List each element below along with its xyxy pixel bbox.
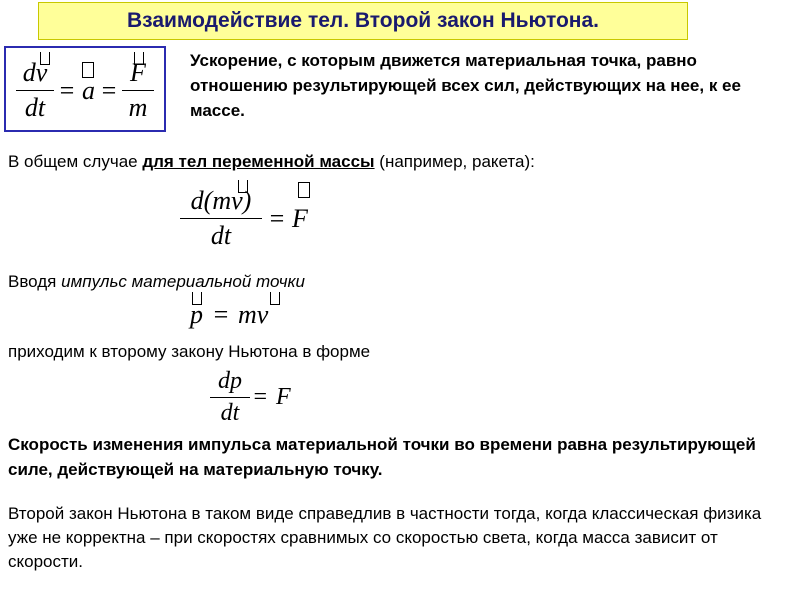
equals-sign: = xyxy=(252,384,269,410)
mass-velocity: mv xyxy=(238,300,269,329)
momentum-intro xyxy=(8,270,788,293)
vector-arrow-icon xyxy=(192,292,202,305)
conclusion-statement: Скорость изменения импульса материальной точки во времени равна результирующей силе, действующей на материальную точку. xyxy=(8,435,756,479)
variable-mass-intro xyxy=(8,150,788,173)
equals-sign: = xyxy=(212,300,230,329)
vector-arrow-icon xyxy=(134,52,144,65)
force-symbol: F xyxy=(292,204,308,233)
second-law-intro: приходим к второму закону Ньютона в форме xyxy=(8,342,371,361)
fraction-denominator: dt xyxy=(24,93,46,122)
fraction-dmv-dt xyxy=(180,186,262,251)
intro-underlined: для тел переменной массы xyxy=(142,152,375,171)
equals-sign-2: = xyxy=(100,76,118,105)
fraction-dp-dt xyxy=(210,368,250,427)
fraction-bar xyxy=(16,90,54,91)
fraction-bar xyxy=(210,397,250,398)
fraction-denominator: m xyxy=(128,93,148,122)
acceleration-symbol: a xyxy=(82,76,95,105)
fraction-numerator: F xyxy=(130,58,146,87)
vector-arrow-icon xyxy=(82,62,94,78)
momentum-prefix: Вводя xyxy=(8,272,62,291)
vector-arrow-icon xyxy=(298,182,310,198)
intro-prefix: В общем случае xyxy=(8,152,143,171)
equals-sign: = xyxy=(58,76,76,105)
vector-arrow-icon xyxy=(40,52,50,65)
equals-sign: = xyxy=(268,204,286,233)
fraction-dv-dt xyxy=(16,58,54,123)
fraction-numerator: d(mv) xyxy=(190,186,252,215)
vector-arrow-icon xyxy=(270,292,280,305)
fraction-bar xyxy=(180,218,262,219)
fraction-numerator: dv xyxy=(22,58,48,87)
final-remark: Второй закон Ньютона в таком виде справедлив в частности тогда, когда классическая физика уже не корректна – при скоростях сравнимых со скоростью света, когда масса зависит от скорости. xyxy=(8,504,762,571)
fraction-bar xyxy=(122,90,154,91)
intro-suffix: (например, ракета): xyxy=(374,152,535,171)
fraction-denominator: dt xyxy=(210,221,232,250)
momentum-italic: импульс материальной точки xyxy=(61,272,305,291)
slide-title: Взаимодействие тел. Второй закон Ньютона. xyxy=(38,2,688,40)
momentum-symbol: p xyxy=(190,300,203,329)
force-symbol: F xyxy=(276,384,291,410)
fraction-F-m xyxy=(122,58,154,123)
vector-arrow-icon xyxy=(238,180,248,193)
formula-acceleration-box xyxy=(4,46,166,132)
fraction-numerator: dp xyxy=(218,368,242,394)
fraction-denominator: dt xyxy=(220,400,240,426)
acceleration-definition: Ускорение, с которым движется материальная точка, равно отношению результирующей всех сил, действующих на нее, к ее массе. xyxy=(190,51,741,120)
